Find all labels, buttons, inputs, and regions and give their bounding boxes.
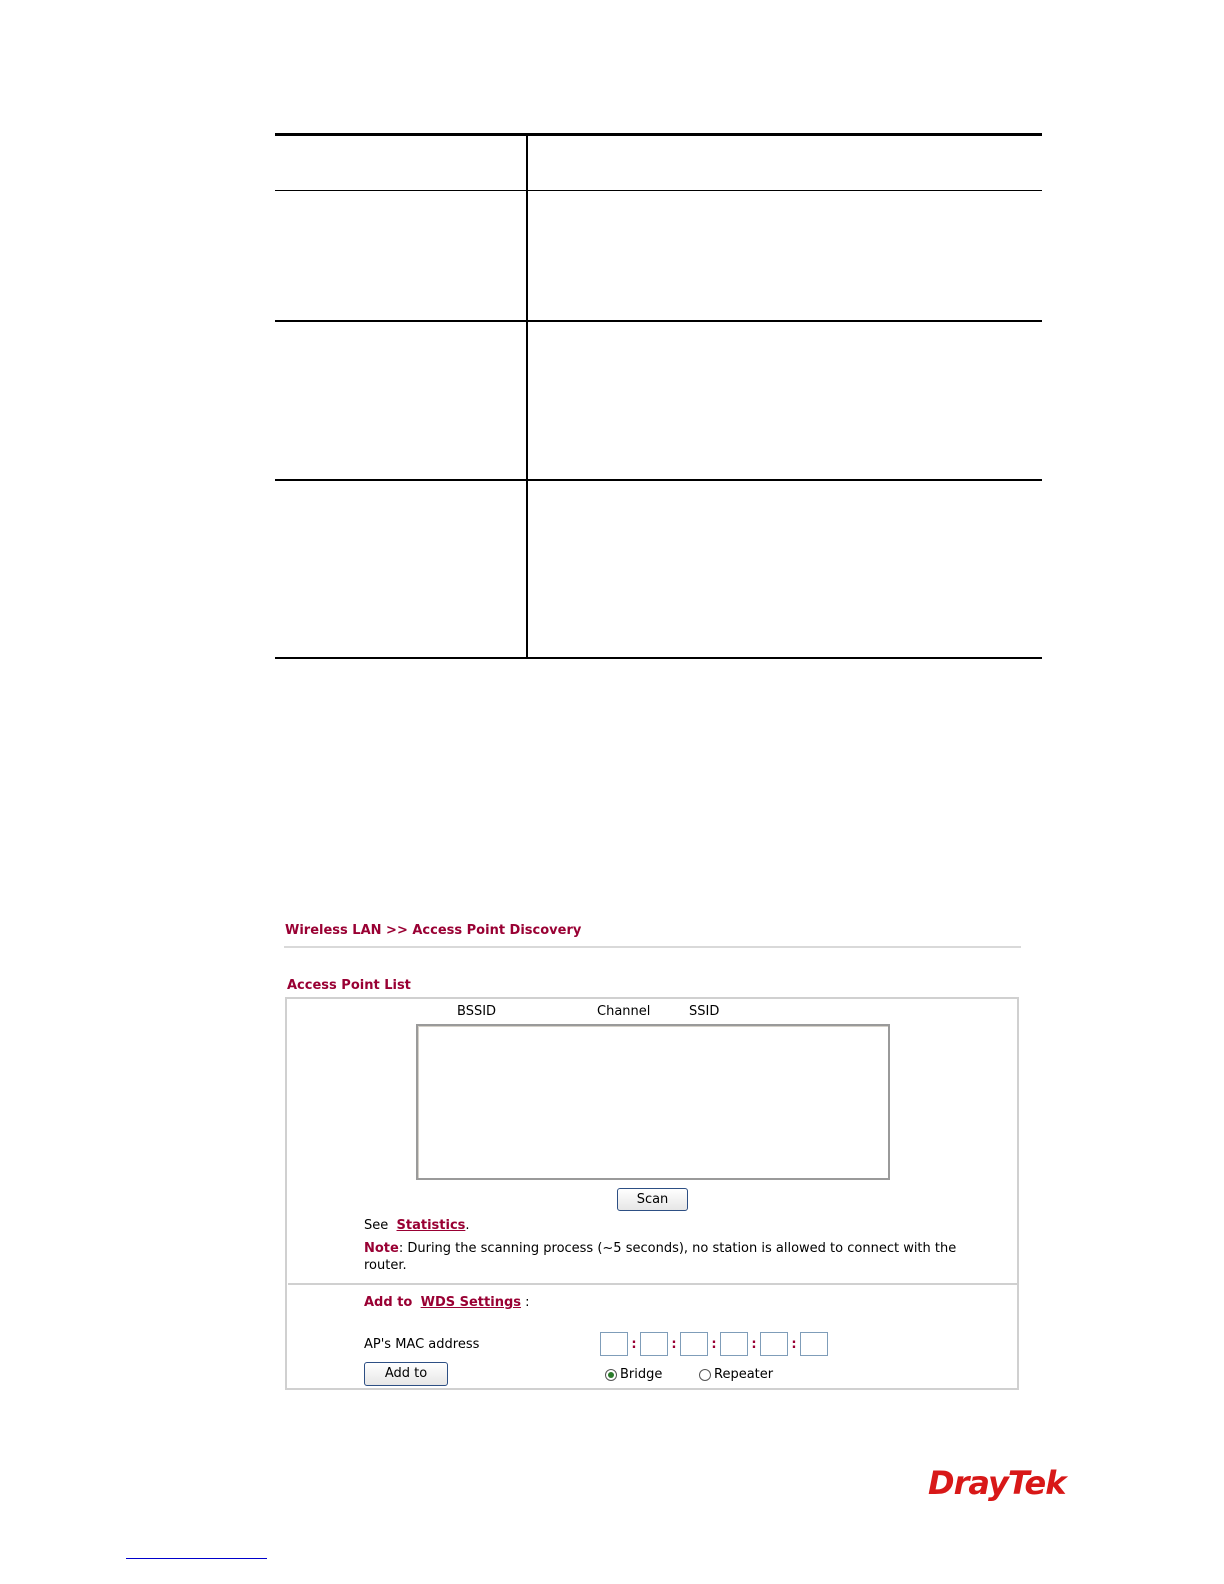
- table-rule: [275, 190, 1042, 191]
- mode-repeater-option[interactable]: [699, 1367, 773, 1382]
- breadcrumb: Wireless LAN >> Access Point Discovery: [285, 923, 582, 938]
- draytek-logo: DrayTek: [928, 1464, 1066, 1502]
- scan-note: [364, 1240, 964, 1274]
- add-to-wds-row: [364, 1295, 530, 1310]
- column-header-ssid: SSID: [689, 1004, 720, 1019]
- mac-separator: :: [791, 1336, 797, 1352]
- mac-octet-5-input[interactable]: [760, 1332, 788, 1356]
- section-title: Access Point List: [287, 978, 411, 993]
- bridge-label: Bridge: [620, 1367, 663, 1382]
- repeater-radio[interactable]: [699, 1369, 711, 1381]
- table-rule-bottom: [275, 657, 1042, 659]
- see-statistics-row: [364, 1218, 470, 1233]
- bridge-radio[interactable]: [605, 1369, 617, 1381]
- mac-octet-4-input[interactable]: [720, 1332, 748, 1356]
- table-rule: [275, 320, 1042, 322]
- statistics-link[interactable]: Statistics: [396, 1218, 466, 1233]
- footer-link-underline: [126, 1558, 267, 1559]
- see-prefix: See: [364, 1218, 389, 1233]
- mac-address-label: AP's MAC address: [364, 1337, 480, 1352]
- note-label: Note: [364, 1241, 399, 1256]
- wds-settings-link[interactable]: WDS Settings: [420, 1295, 521, 1310]
- mac-octet-2-input[interactable]: [640, 1332, 668, 1356]
- scan-button[interactable]: Scan: [617, 1188, 688, 1211]
- section-divider: [288, 1283, 1018, 1285]
- mac-separator: :: [671, 1336, 677, 1352]
- column-header-bssid: BSSID: [457, 1004, 497, 1019]
- add-to-suffix: :: [525, 1295, 530, 1310]
- see-suffix: .: [465, 1218, 470, 1233]
- note-text: : During the scanning process (~5 seconds), no station is allowed to connect with the router.: [364, 1241, 957, 1273]
- breadcrumb-divider: [284, 946, 1021, 948]
- mac-separator: :: [631, 1336, 637, 1352]
- mac-octet-1-input[interactable]: [600, 1332, 628, 1356]
- add-to-label: Add to: [364, 1295, 413, 1310]
- mac-separator: :: [711, 1336, 717, 1352]
- column-header-channel: Channel: [597, 1004, 651, 1019]
- mac-address-fields: [600, 1332, 828, 1356]
- table-column-divider: [526, 133, 528, 659]
- mac-octet-3-input[interactable]: [680, 1332, 708, 1356]
- add-to-button[interactable]: Add to: [364, 1362, 448, 1386]
- table-rule-top: [275, 133, 1042, 136]
- mac-octet-6-input[interactable]: [800, 1332, 828, 1356]
- repeater-label: Repeater: [714, 1367, 774, 1382]
- table-rule: [275, 479, 1042, 481]
- access-point-listbox[interactable]: [416, 1024, 890, 1180]
- document-table: [275, 133, 1042, 659]
- mac-separator: :: [751, 1336, 757, 1352]
- mode-bridge-option[interactable]: [605, 1367, 662, 1382]
